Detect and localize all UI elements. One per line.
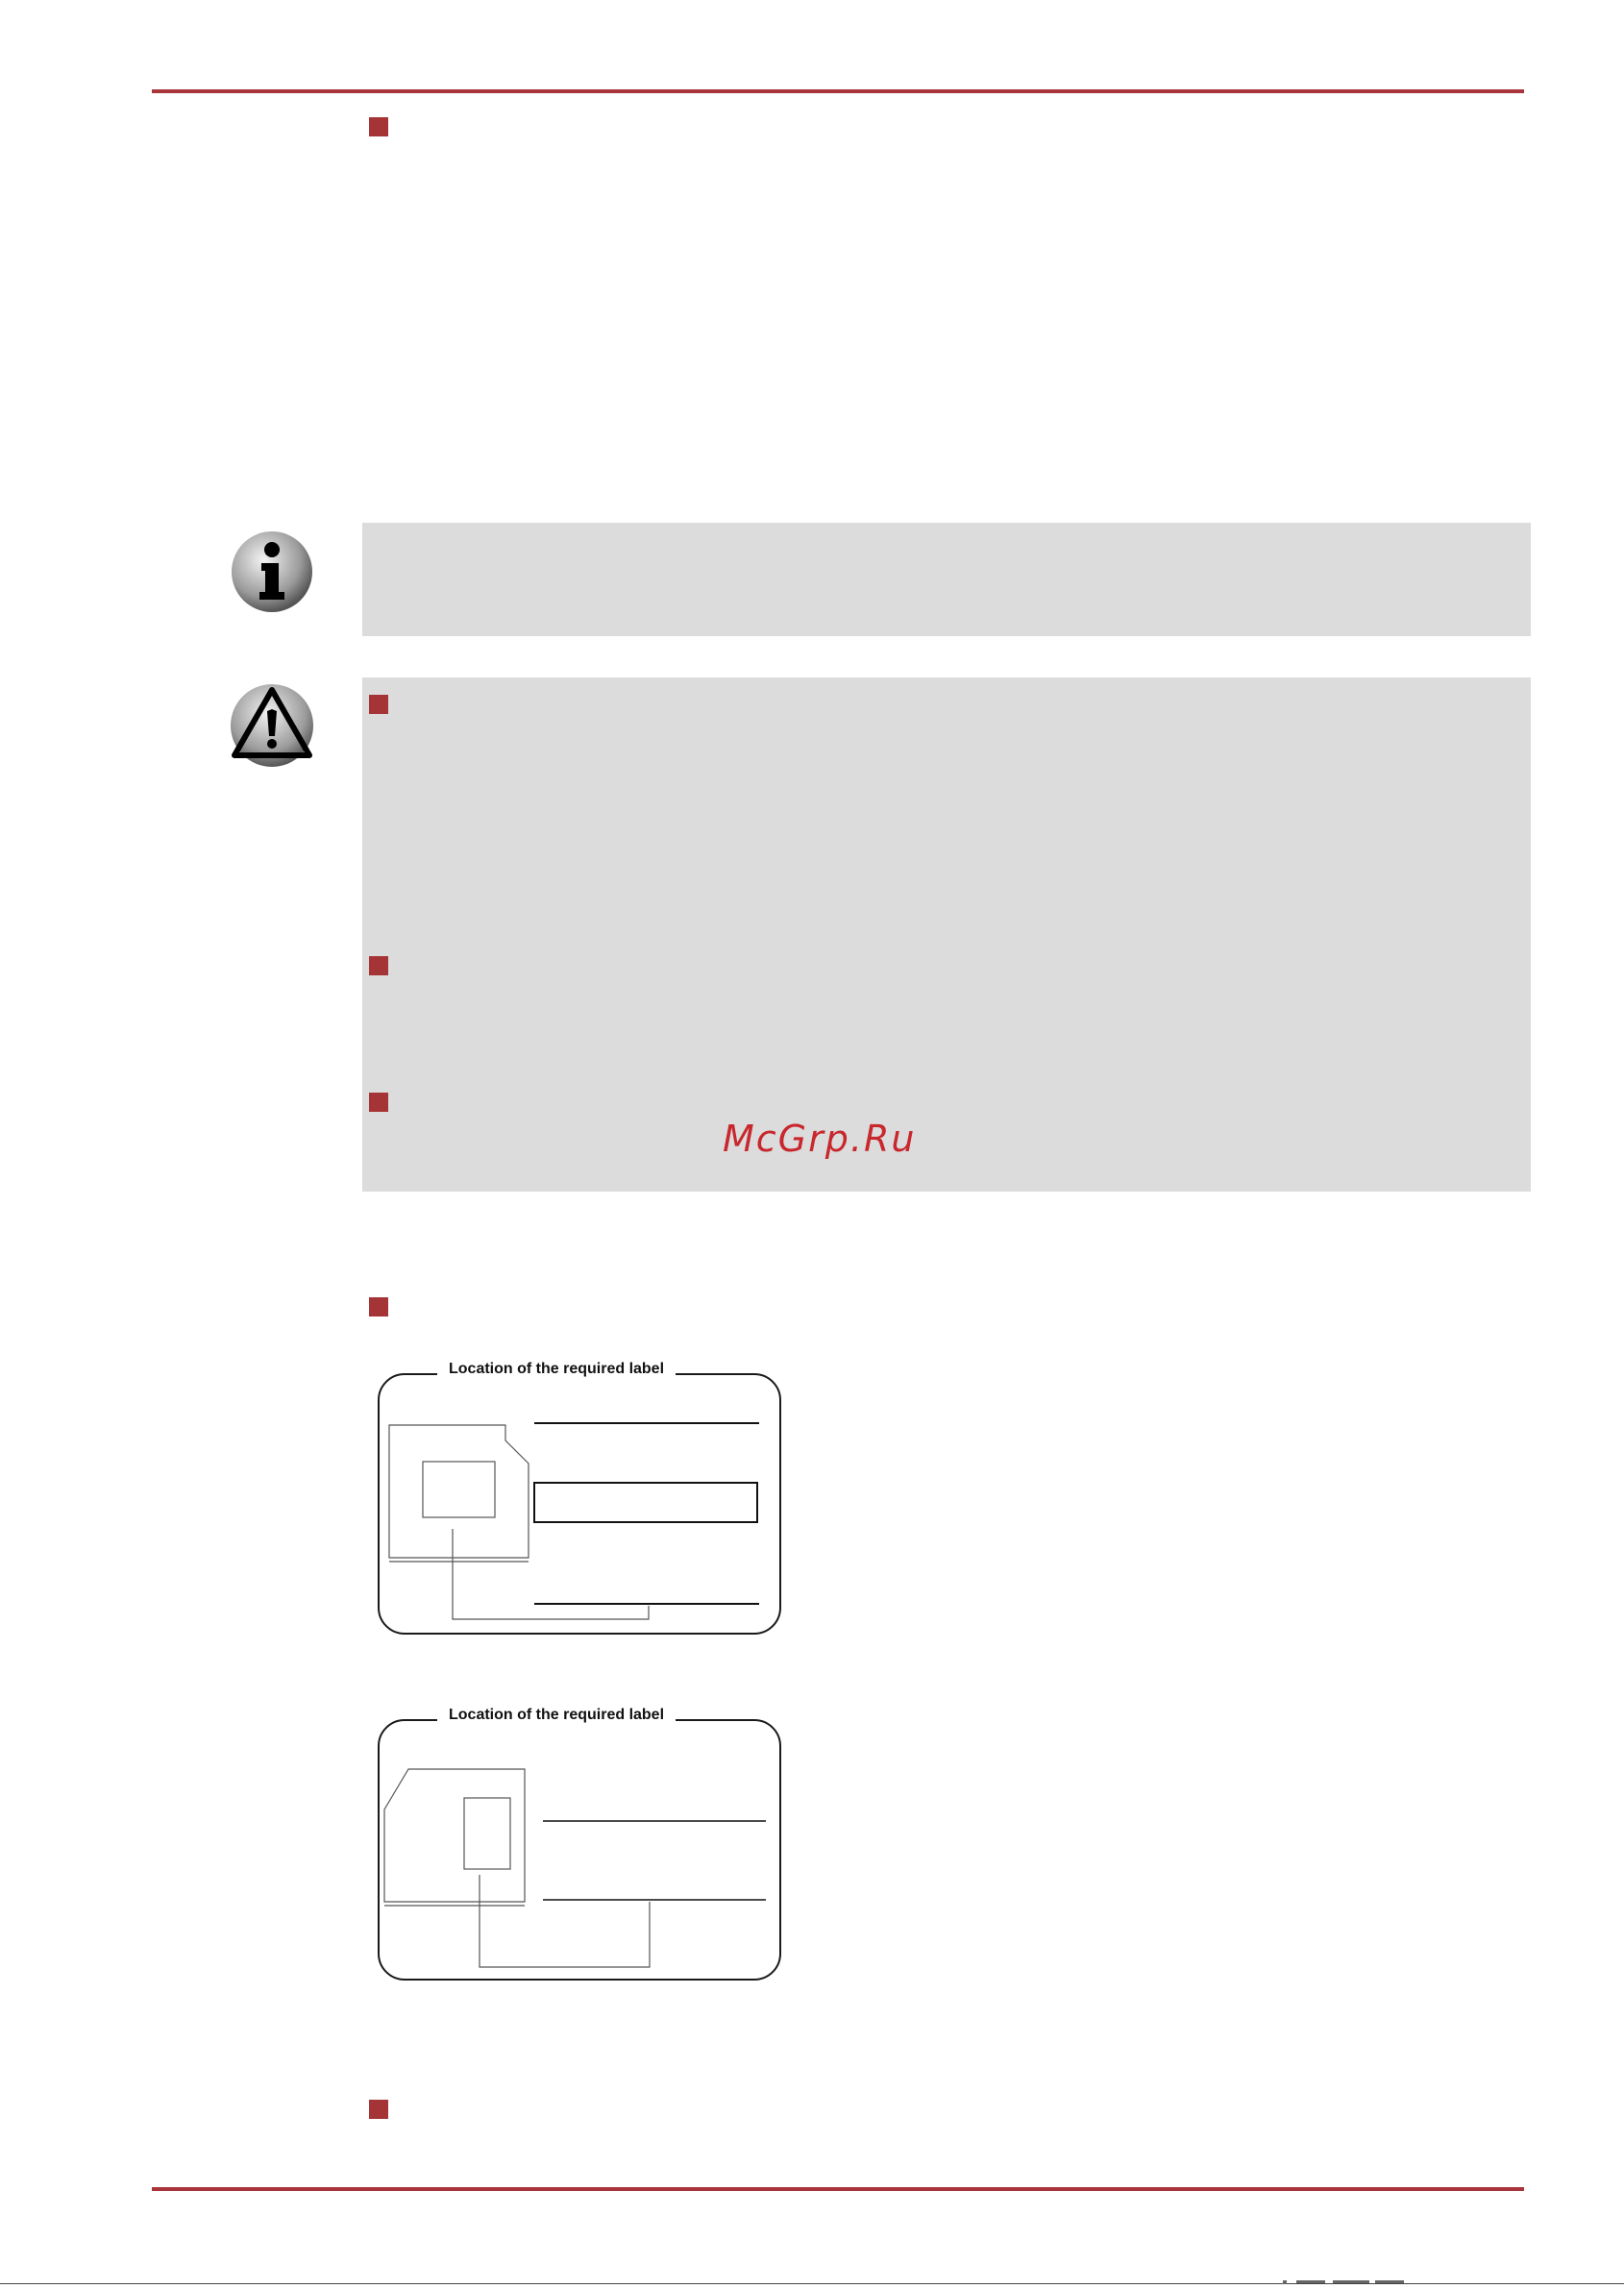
label-location-figure-2: [378, 1707, 781, 1981]
footer-mark: [1283, 2279, 1408, 2285]
drive-diagram: [380, 1375, 783, 1637]
square-bullet-icon: [369, 117, 388, 136]
square-bullet-icon: [369, 956, 388, 975]
watermark: McGrp.Ru: [723, 1118, 917, 1160]
warning-triangle-icon: [227, 680, 317, 775]
header-rule: [152, 89, 1524, 93]
square-bullet-icon: [369, 2100, 388, 2119]
note-panel: [362, 523, 1531, 636]
label-location-figure-1: [378, 1361, 781, 1635]
figure-title: Location of the required label: [437, 1361, 676, 1378]
square-bullet-icon: [369, 1093, 388, 1112]
footer-rule: [152, 2187, 1524, 2191]
square-bullet-icon: [369, 695, 388, 714]
square-bullet-icon: [369, 1297, 388, 1317]
figure-title: Location of the required label: [437, 1707, 676, 1724]
drive-diagram: [380, 1721, 783, 1982]
info-icon: [229, 529, 315, 620]
warning-panel: [362, 677, 1531, 1192]
